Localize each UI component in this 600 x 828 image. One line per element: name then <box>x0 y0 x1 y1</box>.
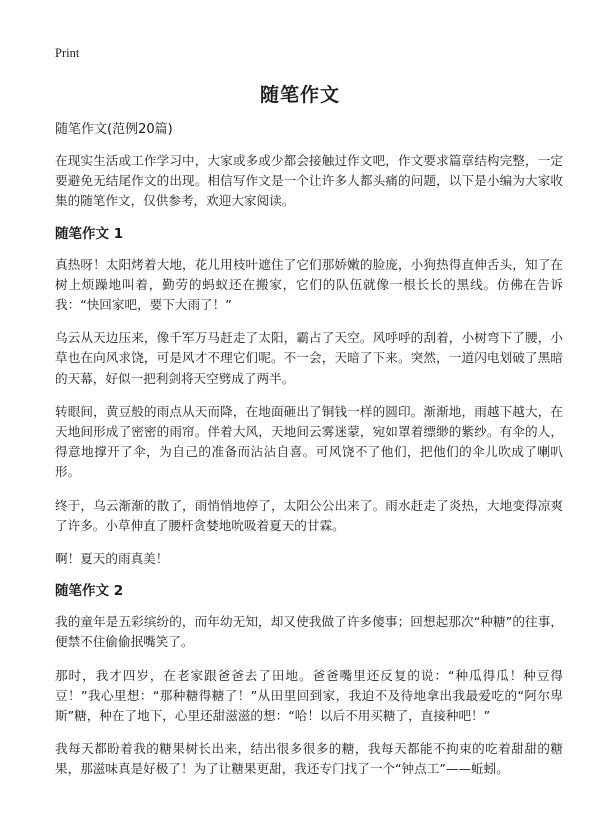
section-1-paragraph: 真热呀！太阳烤着大地，花儿用枝叶遮住了它们那娇嫩的脸庞，小狗热得直伸舌头，知了在树上烦躁地叫着，勤劳的蚂蚁还在搬家，它们的队伍就像一根长长的黑线。仿佛在告诉我：“快回家吧，要下大雨了！” <box>55 256 563 313</box>
section-heading-1: 随笔作文 1 <box>55 225 124 242</box>
section-1-paragraph: 终于，乌云渐渐的散了，雨悄悄地停了，太阳公公出来了。雨水赶走了炎热，大地变得凉爽了许多。小草伸直了腰杆贪婪地吮吸着夏天的甘霖。 <box>55 497 563 533</box>
print-link[interactable]: Print <box>55 46 80 60</box>
section-2-paragraph: 我每天都盼着我的糖果树长出来，结出很多很多的糖，我每天都能不拘束的吃着甜甜的糖果，那滋味真是好极了！为了让糖果更甜，我还专门找了一个“钟点工”——蚯蚓。 <box>55 741 563 777</box>
section-2-paragraph: 那时，我才四岁，在老家跟爸爸去了田地。爸爸嘴里还反复的说：“种瓜得瓜！种豆得豆！”我心里想：“那种糖得糖了！”从田里回到家，我迫不及待地拿出我最爱吃的“阿尔卑斯”糖，种在了地下，心里还甜滋滋的想：“哈！以后不用买糖了，直接种吧！” <box>55 667 563 724</box>
article-body <box>55 121 563 793</box>
section-1-paragraph: 乌云从天边压来，像千军万马赶走了太阳，霸占了天空。风呼呼的刮着，小树弯下了腰，小草也在向风求饶，可是风才不理它们呢。不一会，天暗了下来。突然，一道闪电划破了黑暗的天幕，好似一把利剑将天空劈成了两半。 <box>55 330 563 386</box>
section-heading-2: 随笔作文 2 <box>55 583 124 600</box>
section-1-paragraph: 啊！夏天的雨真美！ <box>55 551 169 567</box>
section-2-paragraph: 我的童年是五彩缤纷的，而年幼无知，却又使我做了许多傻事；回想起那次“种糖”的往事，便禁不住偷偷抿嘴笑了。 <box>55 614 563 650</box>
article-subtitle: 随笔作文(范例20篇) <box>55 122 173 137</box>
page-title: 随笔作文 <box>259 84 340 106</box>
intro-paragraph: 在现实生活或工作学习中，大家或多或少都会接触过作文吧，作文要求篇章结构完整，一定要避免无结尾作文的出现。相信写作文是一个让许多人都头痛的问题，以下是小编为大家收集的随笔作文，仅供参考，欢迎大家阅读。 <box>55 153 563 209</box>
section-1-paragraph: 转眼间，黄豆般的雨点从天而降，在地面砸出了铜钱一样的圆印。渐渐地，雨越下越大，在天地间形成了密密的雨帘。伴着大风，天地间云雾迷蒙，宛如罩着缥缈的紫纱。有伞的人，得意地撑开了伞，为自己的准备而沾沾自喜。可风饶不了他们，把他们的伞儿吹成了喇叭形。 <box>55 403 563 480</box>
